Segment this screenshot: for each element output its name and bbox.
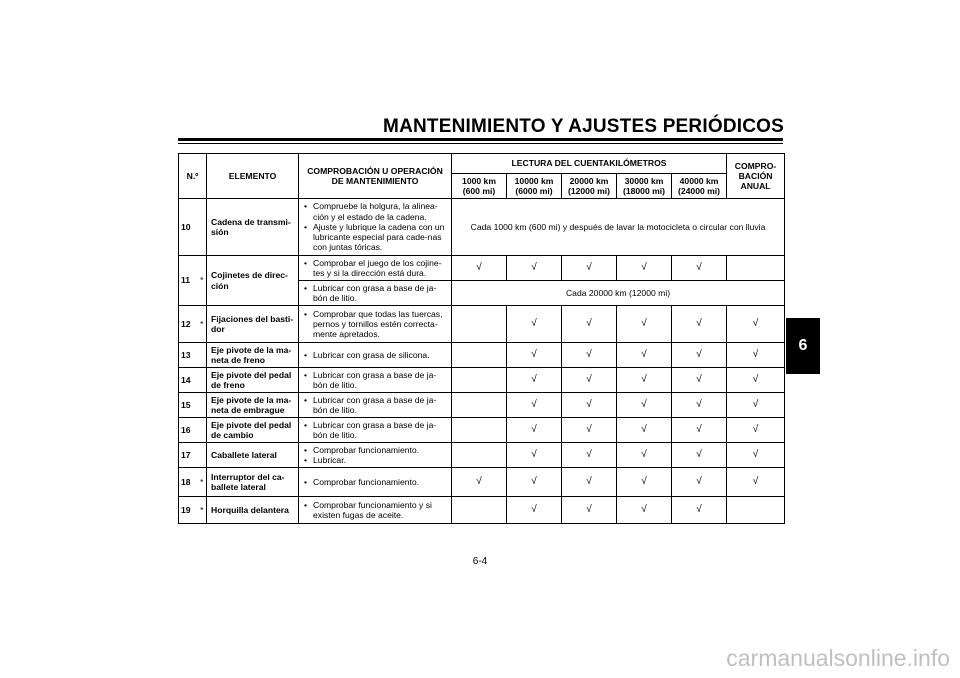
row-operations xyxy=(299,418,452,443)
title-rule-thin xyxy=(178,143,783,144)
page-number: 6-4 xyxy=(472,556,488,567)
row-operations xyxy=(299,199,452,256)
title-rule-thick xyxy=(178,138,783,141)
check-mark: √ xyxy=(727,368,785,393)
watermark: carmanualsonline.info xyxy=(726,645,950,671)
check-mark: √ xyxy=(562,306,617,343)
check-mark: √ xyxy=(672,468,727,497)
check-mark: √ xyxy=(727,443,785,468)
row-element: Eje pivote de la ma-neta de embrague xyxy=(207,393,299,418)
check-mark: √ xyxy=(672,443,727,468)
operation-item: • Compruebe la holgura, la alinea-ción y el estado de la cadena. xyxy=(313,201,449,222)
operation-item: • Comprobar funcionamiento. xyxy=(313,445,449,455)
interval-note: Cada 20000 km (12000 mi) xyxy=(452,281,785,306)
header-km-1000: 1000 km (600 mi) xyxy=(452,174,507,199)
check-mark: √ xyxy=(617,443,672,468)
row-number: 16 xyxy=(179,418,198,443)
operation-item: • Lubricar. xyxy=(313,455,449,465)
check-mark: √ xyxy=(507,418,562,443)
row-number: 11 xyxy=(179,256,198,306)
check-mark: √ xyxy=(507,368,562,393)
header-odometer: LECTURA DEL CUENTAKILÓMETROS xyxy=(452,154,727,174)
operation-item: • Comprobar que todas las tuercas, pernos y tornillos estén correcta-mente apretados. xyxy=(313,309,449,340)
table-row xyxy=(179,306,785,343)
header-element: ELEMENTO xyxy=(207,154,299,199)
operation-item: • Comprobar el juego de los cojine-tes y si la dirección está dura. xyxy=(313,258,449,279)
table-row xyxy=(179,393,785,418)
check-mark: √ xyxy=(672,393,727,418)
operation-item: • Lubricar con grasa a base de ja-bón de litio. xyxy=(313,283,449,304)
row-star: * xyxy=(198,256,207,306)
row-number: 17 xyxy=(179,443,198,468)
table-row xyxy=(179,468,785,497)
row-number: 18 xyxy=(179,468,198,497)
row-operations xyxy=(299,468,452,497)
check-mark: √ xyxy=(562,256,617,281)
check-mark: √ xyxy=(672,368,727,393)
empty-cell xyxy=(452,368,507,393)
check-mark: √ xyxy=(507,256,562,281)
empty-cell xyxy=(727,497,785,524)
operation-item: • Lubricar con grasa de silicona. xyxy=(313,350,449,360)
check-mark: √ xyxy=(562,343,617,368)
maintenance-table xyxy=(178,153,785,524)
check-mark: √ xyxy=(727,393,785,418)
row-star xyxy=(198,443,207,468)
header-operation: COMPROBACIÓN U OPERACIÓN DE MANTENIMIENTO xyxy=(299,154,452,199)
check-mark: √ xyxy=(562,368,617,393)
check-mark: √ xyxy=(507,497,562,524)
row-star xyxy=(198,368,207,393)
page-title: MANTENIMIENTO Y AJUSTES PERIÓDICOS xyxy=(383,116,784,137)
check-mark: √ xyxy=(562,497,617,524)
row-operations xyxy=(299,343,452,368)
empty-cell xyxy=(452,343,507,368)
check-mark: √ xyxy=(617,418,672,443)
row-element: Cadena de transmi-sión xyxy=(207,199,299,256)
table-row xyxy=(179,497,785,524)
chapter-tab: 6 xyxy=(786,318,820,374)
check-mark: √ xyxy=(452,256,507,281)
check-mark: √ xyxy=(507,306,562,343)
row-element: Caballete lateral xyxy=(207,443,299,468)
header-km-30000: 30000 km (18000 mi) xyxy=(617,174,672,199)
check-mark: √ xyxy=(507,468,562,497)
operation-item: • Lubricar con grasa a base de ja-bón de litio. xyxy=(313,420,449,441)
row-element: Interruptor del ca-ballete lateral xyxy=(207,468,299,497)
row-number: 14 xyxy=(179,368,198,393)
row-star xyxy=(198,199,207,256)
row-element: Eje pivote del pedal de cambio xyxy=(207,418,299,443)
check-mark: √ xyxy=(727,468,785,497)
row-star xyxy=(198,393,207,418)
check-mark: √ xyxy=(507,393,562,418)
row-star xyxy=(198,343,207,368)
table-row xyxy=(179,443,785,468)
check-mark: √ xyxy=(727,306,785,343)
row-star: * xyxy=(198,306,207,343)
empty-cell xyxy=(452,306,507,343)
operation-item: • Lubricar con grasa a base de ja-bón de litio. xyxy=(313,395,449,416)
row-operations xyxy=(299,256,452,281)
row-number: 15 xyxy=(179,393,198,418)
check-mark: √ xyxy=(617,343,672,368)
check-mark: √ xyxy=(672,306,727,343)
table-row xyxy=(179,418,785,443)
check-mark: √ xyxy=(507,443,562,468)
row-number: 10 xyxy=(179,199,198,256)
row-operations xyxy=(299,368,452,393)
table-row xyxy=(179,368,785,393)
empty-cell xyxy=(452,393,507,418)
check-mark: √ xyxy=(562,468,617,497)
row-number: 12 xyxy=(179,306,198,343)
empty-cell xyxy=(452,497,507,524)
table-row xyxy=(179,199,785,256)
operation-item: • Comprobar funcionamiento y si existen fugas de aceite. xyxy=(313,500,449,521)
row-element: Eje pivote del pedal de freno xyxy=(207,368,299,393)
row-star: * xyxy=(198,468,207,497)
check-mark: √ xyxy=(617,306,672,343)
row-operations xyxy=(299,393,452,418)
check-mark: √ xyxy=(507,343,562,368)
check-mark: √ xyxy=(672,497,727,524)
table-row xyxy=(179,343,785,368)
row-operations xyxy=(299,497,452,524)
header-no: N.º xyxy=(179,154,207,199)
check-mark: √ xyxy=(617,497,672,524)
check-mark: √ xyxy=(452,468,507,497)
row-operations xyxy=(299,443,452,468)
row-operations xyxy=(299,281,452,306)
interval-note: Cada 1000 km (600 mi) y después de lavar la motocicleta o circular con lluvia xyxy=(452,199,785,256)
check-mark: √ xyxy=(672,256,727,281)
empty-cell xyxy=(452,418,507,443)
header-km-10000: 10000 km (6000 mi) xyxy=(507,174,562,199)
check-mark: √ xyxy=(672,418,727,443)
check-mark: √ xyxy=(617,393,672,418)
check-mark: √ xyxy=(617,368,672,393)
header-km-20000: 20000 km (12000 mi) xyxy=(562,174,617,199)
empty-cell xyxy=(452,443,507,468)
check-mark: √ xyxy=(727,418,785,443)
table-row xyxy=(179,256,785,281)
check-mark: √ xyxy=(562,418,617,443)
check-mark: √ xyxy=(727,343,785,368)
row-element: Horquilla delantera xyxy=(207,497,299,524)
row-number: 13 xyxy=(179,343,198,368)
row-element: Fijaciones del basti-dor xyxy=(207,306,299,343)
check-mark: √ xyxy=(562,443,617,468)
row-element: Cojinetes de direc-ción xyxy=(207,256,299,306)
header-km-40000: 40000 km (24000 mi) xyxy=(672,174,727,199)
row-star xyxy=(198,418,207,443)
row-operations xyxy=(299,306,452,343)
operation-item: • Ajuste y lubrique la cadena con un lubricante especial para cade-nas con juntas tóricas. xyxy=(313,222,449,253)
header-annual: COMPRO-BACIÓN ANUAL xyxy=(727,154,785,199)
check-mark: √ xyxy=(617,468,672,497)
check-mark: √ xyxy=(672,343,727,368)
row-element: Eje pivote de la ma-neta de freno xyxy=(207,343,299,368)
check-mark: √ xyxy=(617,256,672,281)
row-number: 19 xyxy=(179,497,198,524)
empty-cell xyxy=(727,256,785,281)
operation-item: • Lubricar con grasa a base de ja-bón de litio. xyxy=(313,370,449,391)
row-star: * xyxy=(198,497,207,524)
check-mark: √ xyxy=(562,393,617,418)
operation-item: • Comprobar funcionamiento. xyxy=(313,477,449,487)
